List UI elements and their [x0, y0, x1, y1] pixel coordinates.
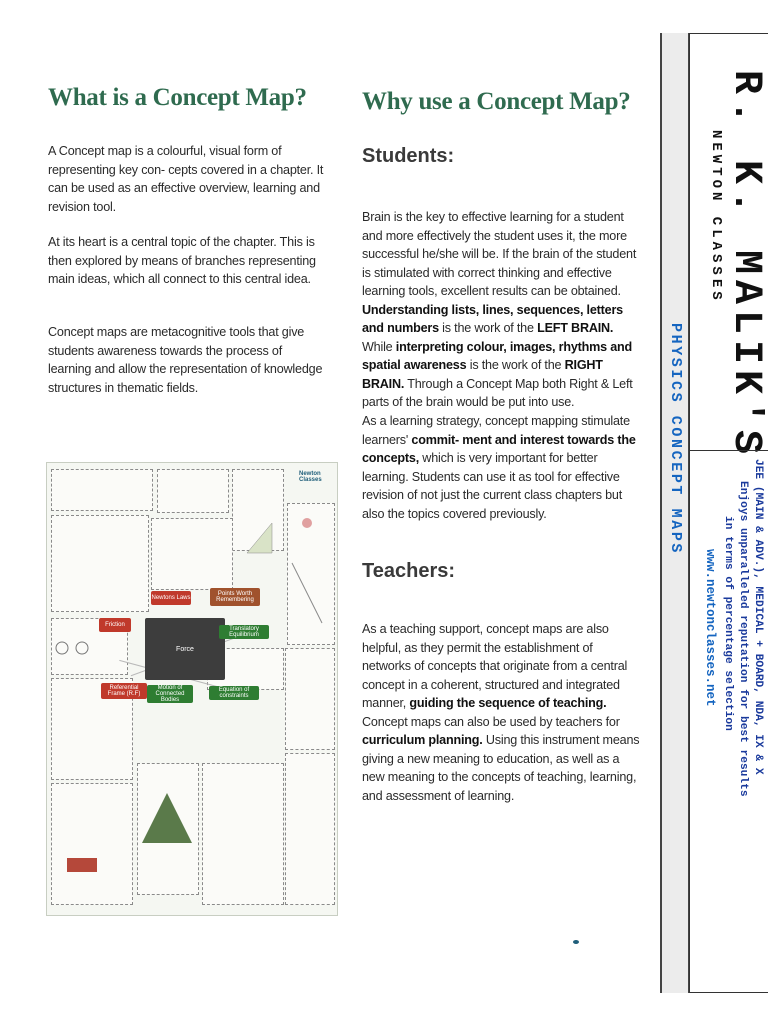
website-link[interactable]: www.newtonclasses.net [703, 549, 717, 707]
teachers-heading: Teachers: [362, 560, 456, 582]
students-paragraph-1: Brain is the key to effective learning for a student and more effectively the student uses it, the more successful he/she will be. If the brain of the student is stimulated with correct thinking and effective learning tools, excellent results can be obtained. Understanding lists, lines, sequences, letters and numbers is the work of the LEFT BRAIN. While interpreting colour, images, rhythms and spatial awareness is the work of the RIGHT BRAIN. Through a Concept Map both Right & Left parts of the brain would be put into use. [362, 210, 637, 409]
promo-line-2: Enjoys unparalleled reputation for best results [737, 481, 749, 797]
promo-line-3: in terms of percentage selection [722, 516, 734, 731]
concept-map-center: Force [145, 618, 225, 680]
left-paragraph-1: A Concept map is a colourful, visual form of representing key con- cepts covered in a chapter. It can be used as an effective overview, learning and revision tool. [48, 144, 324, 214]
concept-map-node-points: Points Worth Remembering [210, 588, 260, 606]
left-paragraph-3: Concept maps are metacognitive tools that give students awareness towards the process of learning and allow the representation of knowledge structures in thematic fields. [48, 325, 323, 395]
concept-map-image [46, 462, 338, 916]
brand-name: R. K. MALIK'S [723, 70, 768, 461]
concept-map-illustrations [47, 463, 337, 915]
rail-text: PHYSICS CONCEPT MAPS [667, 323, 684, 556]
left-paragraph-2: At its heart is a central topic of the chapter. This is then explored by means of branches representing main ideas, which all connect to this central idea. [48, 235, 316, 286]
students-paragraph-2: As a learning strategy, concept mapping stimulate learners' commit- ment and interest towards the concepts, which is very important for better learning. Students can use it as tool for effective revision of not just the current class chapters but also the topics covered previously. [362, 414, 636, 521]
promo-frame [689, 450, 768, 994]
students-heading: Students: [362, 145, 455, 167]
left-title: What is a Concept Map? [48, 84, 307, 111]
concept-map-brand: Newton Classes [299, 471, 322, 483]
promo-line-1: JEE (MAIN & ADV.), MEDICAL + BOARD, NDA, IX & X [752, 459, 764, 775]
concept-map-node-friction: Friction [99, 618, 131, 632]
sidebar-rail [660, 33, 690, 993]
teachers-paragraph: As a teaching support, concept maps are also helpful, as they permit the establishment of networks of concepts that originate from a central concept in a coherent, structured and integrated manner, guiding the sequence of teaching. Concept maps can also be used by teachers for curriculum planning. Using this instrument means giving a new meaning to education, as well as a new meaning to the concepts of teaching, learning, and assessment of learning. [362, 622, 640, 803]
concept-map-node-translatory: Translatory Equilibrium [219, 625, 269, 639]
concept-map-node-newtons-laws: Newtons Laws [151, 591, 191, 605]
brand-subtitle: NEWTON CLASSES [708, 130, 724, 304]
concept-map-node-connected: Motion of Connected Bodies [147, 685, 193, 703]
decorative-dot [573, 940, 579, 944]
concept-map-node-constraints: Equation of constraints [209, 686, 259, 700]
concept-map-node-referential: Referential Frame (R.F) [101, 683, 147, 699]
right-title: Why use a Concept Map? [362, 88, 631, 115]
